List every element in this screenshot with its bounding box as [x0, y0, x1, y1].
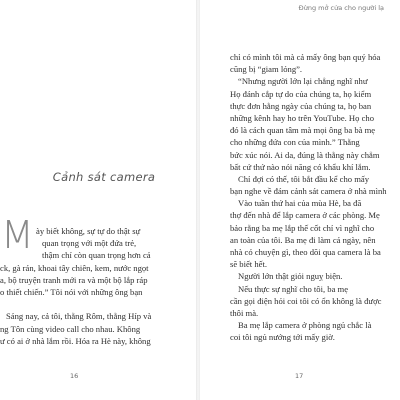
right-page-text: [230, 51, 400, 344]
text-line: bảo rằng ba mẹ lắp thế cốt chỉ vì nghĩ cho: [230, 222, 375, 233]
text-line: thậm chí còn quan trọng hơn cả: [42, 250, 151, 261]
text-line: Người lớn thật giỏi nguỵ biện.: [238, 271, 343, 282]
text-line: bức xúc nói. Ai da, đúng là thằng này chẳm: [230, 149, 380, 160]
text-line: coi tôi ngủ nướng tới mấy giờ.: [230, 332, 335, 343]
text-line: nhà có chuyện gì, theo dõi qua camera là ba: [230, 247, 381, 257]
text-line: chỉ có mình tôi mà cả mấy ông bạn quý hóa: [230, 52, 381, 62]
text-line: thôi mà.: [230, 307, 259, 318]
text-line: cho những đứa con của mình.” Thằng: [230, 137, 360, 148]
text-line: bất cứ thứ nào nói năng có khẩu khí lắm.: [230, 161, 371, 172]
text-line: Họ đánh cắp tự do của chúng ta, họ kiểm: [230, 88, 372, 99]
text-line: bạn nghe về đám cảnh sát camera ở nhà mình: [230, 186, 387, 197]
text-line: thợ đến nhà để lắp camera ở các phòng. Mẹ: [230, 210, 380, 221]
text-line: ày biết không, sự tự do thật sự: [36, 226, 141, 236]
text-line: [0, 298, 192, 310]
right-page: [200, 0, 400, 400]
text-line: Sáng nay, cả tôi, thằng Rôm, thằng Híp và: [6, 311, 152, 322]
page-number-left: 16: [70, 372, 79, 380]
chapter-title: Cảnh sát camera: [52, 170, 156, 184]
text-line: Vào tuần thứ hai của mùa Hè, ba đã: [238, 198, 362, 209]
drop-cap: M: [1, 213, 34, 257]
text-line: quan trọng với một đứa trẻ,: [42, 238, 137, 249]
page-number-right: 17: [295, 372, 304, 380]
text-line: Nếu thực sự nghĩ cho tôi, ba mẹ: [238, 283, 349, 294]
text-line: “Nhưng người lớn lại chẳng nghĩ như: [238, 76, 368, 87]
text-line: o thiết chiến.” Tôi nói với những ông bạn: [0, 286, 143, 297]
text-line: a, bộ truyện tranh mới ra và một bộ lắp ráp: [0, 274, 148, 285]
text-line: đó là cách quan tâm mà mọi ông ba bà mẹ: [230, 125, 376, 136]
text-line: ck, gà rán, khoai tây chiên, kem, nước ngọt: [0, 262, 149, 273]
left-page: [0, 0, 196, 400]
text-line: cần gọi điện hỏi coi tôi có ổn không là được: [230, 295, 382, 306]
text-line: cũng bị “giam lỏng”.: [230, 64, 303, 75]
text-line: sẽ biết hết.: [230, 259, 267, 270]
text-line: Chỉ đợi có thế, tôi bắt đầu kể cho mấy: [238, 173, 370, 184]
text-line: những kênh hay ho trên YouTube. Họ cho: [230, 112, 374, 123]
text-line: an toàn của tôi. Ba mẹ đi làm cả ngày, nên: [230, 234, 376, 245]
left-page-text: [0, 225, 192, 347]
text-line: thực đơn hằng ngày của chúng ta, họ ban: [230, 100, 372, 111]
text-line: ng Tôn cùng video call cho nhau. Không: [0, 323, 141, 334]
running-header: Đừng mở cửa cho người lạ: [298, 4, 384, 12]
text-line: ư có ai ở nhà lắm rồi. Hóa ra Hè này, không: [0, 335, 151, 346]
text-line: Ba mẹ lắp camera ở phòng ngủ chắc là: [238, 320, 372, 331]
